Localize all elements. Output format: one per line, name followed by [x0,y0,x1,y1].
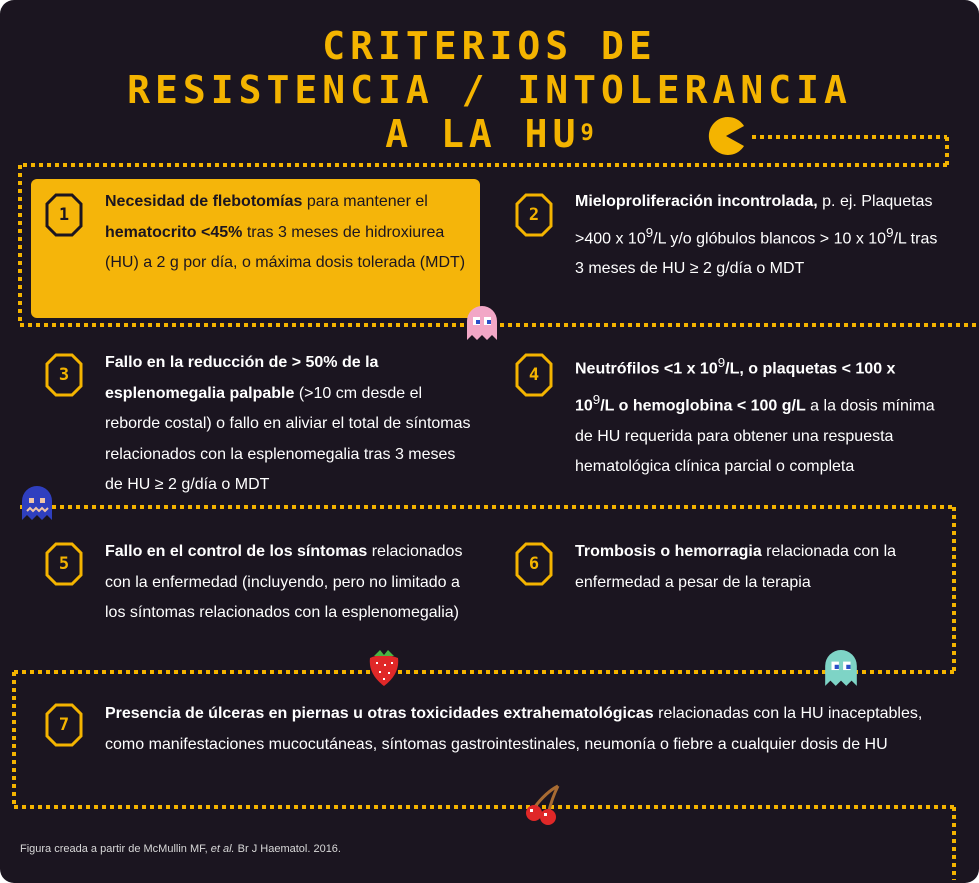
criterion-1 [105,187,471,279]
badge-1 [45,193,83,237]
badge-number: 2 [528,205,540,225]
criterion-1-bold-1: Necesidad de flebotomías [105,193,303,210]
criterion-4-bold-2: /L, o plaquetas < 100 x 10 [575,360,896,415]
title-line-3-text: A LA HU [385,112,581,156]
footer-citation [20,843,341,855]
criterion-5-bold: Fallo en el control de los síntomas [105,543,368,560]
pacman-icon [706,116,746,156]
title-line-3 [0,112,979,156]
criterion-4-bold-3: /L o hemoglobina < 100 g/L [600,397,806,415]
title-line-2: RESISTENCIA / INTOLERANCIA [127,68,852,112]
criterion-7-body: relacionadas con la HU inaceptables, como manifestaciones mucocutáneas, síntomas gastrointestinales, neumonía o fiebre a cualquier dosis de HU [105,705,923,753]
criterion-2-text [575,187,945,285]
badge-number: 3 [58,365,70,385]
strawberry-icon [366,646,402,688]
criterion-3-text [105,348,477,501]
criterion-2-bold: Mieloproliferación incontrolada, [575,193,818,210]
criterion-6-text [575,537,945,598]
badge-4 [515,353,553,397]
cherry-icon [524,782,564,826]
criterion-1-bold-2: hematocrito <45% [105,223,243,241]
criterion-2-text-1: p. ej. Plaquetas >400 x 10 [575,193,933,247]
badge-6 [515,542,553,586]
badge-number: 5 [58,554,70,574]
criterion-5-text [105,537,473,629]
criterion-2 [575,187,945,285]
pink-ghost-icon [465,306,499,342]
page-title [0,24,979,156]
badge-2 [515,193,553,237]
criterion-2-exp-2: 9 [886,224,894,240]
criterion-4 [575,348,937,483]
title-reference: 9 [580,121,594,146]
criterion-5-body: relacionados con la enfermedad (incluyendo, pero no limitado a los síntomas relacionados con la esplenomegalia) [105,543,463,621]
criterion-2-text-2: /L y/o glóbulos blancos > 10 x 10 [653,229,887,247]
criterion-1-text-1: para mantener el [302,193,428,210]
criterion-2-text-3: /L tras 3 meses de HU ≥ 2 g/día o MDT [575,229,938,278]
badge-5 [45,542,83,586]
criterion-4-body: a la dosis mínima de HU requerida para obtener una respuesta hematológica clínica parcial o completa [575,397,935,476]
criterion-4-bold-1: Neutrófilos <1 x 10 [575,360,718,378]
cyan-ghost-icon [823,650,859,688]
criterion-4-exp-2: 9 [592,391,601,407]
badge-number: 4 [528,365,540,385]
criterion-1-text [105,187,471,279]
criterion-4-exp-1: 9 [717,355,726,370]
criterion-1-text-2: tras 3 meses de hidroxiurea (HU) a 2 g por día, o máxima dosis tolerada (MDT) [105,223,466,271]
criterion-7-bold: Presencia de úlceras en piernas u otras toxicidades extrahematológicas [105,705,654,722]
criterion-7-text [105,699,925,760]
badge-3 [45,353,83,397]
criterion-7 [105,699,925,760]
footer-etal: et al. [210,843,235,855]
criterion-6 [575,537,945,598]
criterion-5 [105,537,473,629]
criterion-3-bold: Fallo en la reducción de > 50% de la esplenomegalia palpable [105,354,379,402]
footer-post: Br J Haematol. 2016. [234,843,341,855]
criterion-3 [105,348,477,501]
criterion-4-text [575,348,937,483]
badge-number: 7 [58,715,70,735]
criterion-6-body: relacionada con la enfermedad a pesar de la terapia [575,543,897,591]
blue-ghost-icon [20,486,54,522]
criterion-3-body: (>10 cm desde el reborde costal) o fallo en aliviar el total de síntomas relacionados con la esplenomegalia tras 3 meses de HU ≥ 2 g/día o MDT [105,384,471,493]
criterion-2-exp-1: 9 [645,224,654,240]
badge-7 [45,703,83,747]
badge-number: 1 [58,205,70,225]
footer-pre: Figura creada a partir de McMullin MF, [20,843,211,855]
criterion-6-bold: Trombosis o hemorragia [575,543,762,560]
title-line-1: CRITERIOS DE [322,24,657,68]
badge-number: 6 [528,554,540,574]
